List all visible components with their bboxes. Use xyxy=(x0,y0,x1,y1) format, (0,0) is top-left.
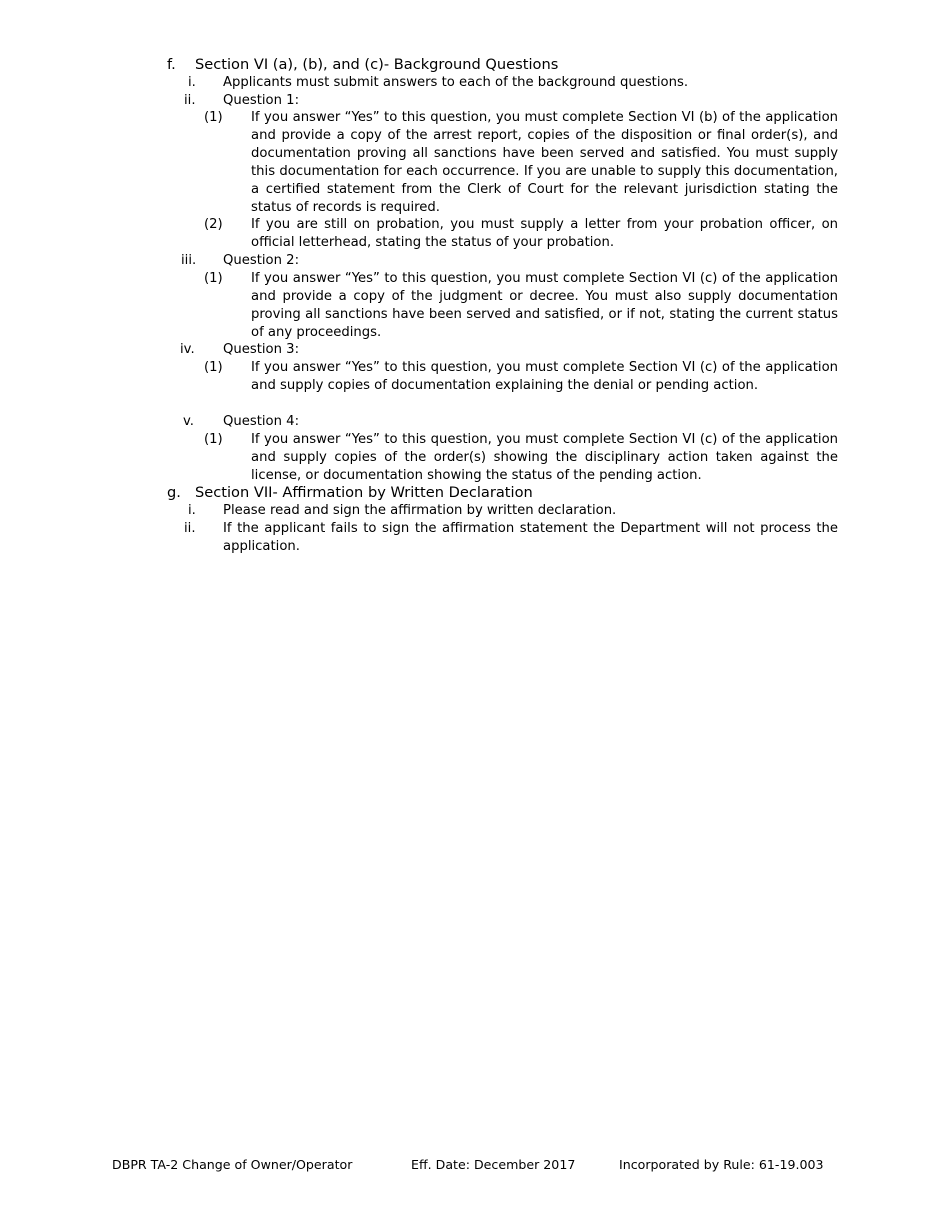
paragraph-label: (1) xyxy=(204,271,223,286)
section-g-label: g. xyxy=(167,484,181,501)
footer-eff-date: Eff. Date: December 2017 xyxy=(411,1157,576,1172)
item-text: Please read and sign the affirmation by written declaration. xyxy=(223,503,617,518)
item-label: iv. xyxy=(180,342,195,357)
question-1-paragraph-1: If you answer “Yes” to this question, you must complete Section VI (b) of the application and provide a copy of the arrest report, copies of the disposition or final order(s), and documentation proving all sanctions have been served and satisfied. You must supply this documentation for each occurrence. If you are unable to supply this documentation, a certified statement from the Clerk of Court for the relevant jurisdiction stating the status of records is required. xyxy=(251,110,838,215)
item-label: ii. xyxy=(184,93,196,108)
question-2-paragraph-1: If you answer “Yes” to this question, you must complete Section VI (c) of the application and provide a copy of the judgment or decree. You must also supply documentation proving all sanctions have been served and satisfied, or if not, stating the current status of any proceedings. xyxy=(251,271,838,340)
paragraph-label: (1) xyxy=(204,432,223,447)
question-title: Question 4: xyxy=(223,414,300,429)
footer-rule: Incorporated by Rule: 61-19.003 xyxy=(619,1157,824,1172)
paragraph-label: (2) xyxy=(204,217,223,232)
item-label: i. xyxy=(188,75,196,90)
paragraph-label: (1) xyxy=(204,110,223,125)
question-title: Question 1: xyxy=(223,93,300,108)
question-1-paragraph-2: If you are still on probation, you must supply a letter from your probation officer, on official letterhead, stating the status of your probation. xyxy=(251,217,838,250)
question-4-paragraph-1: If you answer “Yes” to this question, you must complete Section VI (c) of the application and supply copies of the order(s) showing the disciplinary action taken against the license, or documentation showing the status of the pending action. xyxy=(251,432,838,483)
item-g-ii-text: If the applicant fails to sign the affirmation statement the Department will not process the application. xyxy=(223,521,838,554)
item-label: i. xyxy=(188,503,196,518)
item-label: ii. xyxy=(184,521,196,536)
section-f-title: Section VI (a), (b), and (c)- Background Questions xyxy=(195,56,559,73)
item-label: iii. xyxy=(181,253,197,268)
question-3-paragraph-1: If you answer “Yes” to this question, you must complete Section VI (c) of the application and supply copies of documentation explaining the denial or pending action. xyxy=(251,360,838,393)
paragraph-label: (1) xyxy=(204,360,223,375)
section-f-label: f. xyxy=(167,56,176,73)
question-title: Question 2: xyxy=(223,253,300,268)
question-title: Question 3: xyxy=(223,342,300,357)
item-text: Applicants must submit answers to each of the background questions. xyxy=(223,75,689,90)
section-g-title: Section VII- Affirmation by Written Declaration xyxy=(195,484,533,501)
footer-form-name: DBPR TA-2 Change of Owner/Operator xyxy=(112,1157,353,1172)
item-label: v. xyxy=(183,414,194,429)
